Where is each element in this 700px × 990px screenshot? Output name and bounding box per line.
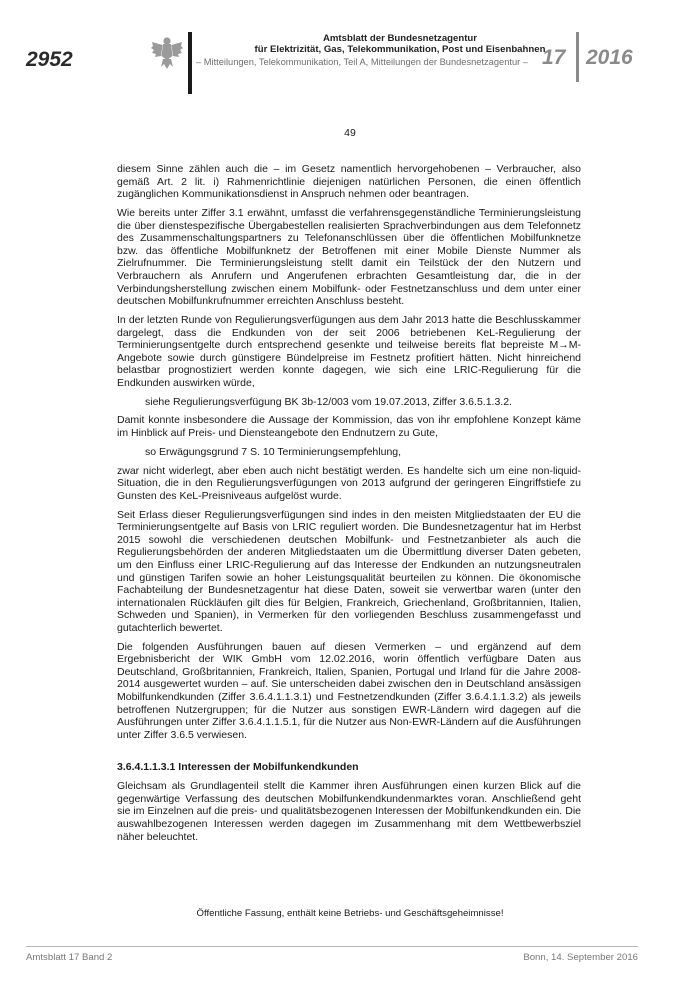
paragraph: Wie bereits unter Ziffer 3.1 erwähnt, umfasst die verfahrensgegenständliche Terminierungsleistung die über dienstespezifische Übergabestellen realisierten Sprachverbindungen aus dem Telefonnetz des Zusammenschaltungspartners zu Telefonanschlüssen über die öffentlichen Mobilfunknetze bzw. das öffentliche Mobilfunknetz der Betroffenen mit einer Mobile Dienste Nummer als Zielrufnummer. Die Terminierungsleistung stellt damit ein Teilstück der den Nutzern und Verbrauchern als Anrufern und Angerufenen erbrachten Gesamtleistung dar, die in der Verbindungsherstellung zwischen einem Mobilfunk- oder Festnetzanschluss und dem unter einer deutschen Mobilfunkrufnummer erreichten Anschluss besteht. bbox=[117, 206, 581, 308]
issue-divider bbox=[576, 32, 579, 82]
footer-date: Bonn, 14. September 2016 bbox=[523, 952, 638, 963]
section-heading: 3.6.4.1.1.3.1 Interessen der Mobilfunkendkunden bbox=[117, 761, 359, 774]
paragraph: Seit Erlass dieser Regulierungsverfügungen sind indes in den meisten Mitgliedstaaten der EU die Terminierungsentgelte auf Basis von LRIC reguliert worden. Die Bundesnetzagentur hat im Herbst 2015 sowohl die verschiedenen deutschen Mobilfunk- und Festnetzanbieter als auch die Regulierungsbehörden der anderen Mitgliedstaaten um die Übermittlung diverser Daten gebeten, um den Einfluss einer LRIC-Regulierung auf das Interesse der Endkunden an nutzungsneutralen und günstigen Tarifen sowie an hoher Leistungsqualität beurteilen zu können. Die ökonomische Fachabteilung der Bundesnetzagentur hat diese Daten, soweit sie verwertbar waren (unter den internationalen Rückläufen gilt dies für Belgien, Frankreich, Griechenland, Großbritannien, Italien, Schweden und Spanien), in Vermerken für den vorliegenden Beschluss zusammengefasst und gutachterlich bewertet. bbox=[117, 508, 581, 634]
header-subtitle: – Mitteilungen, Telekommunikation, Teil A, Mitteilungen der Bundesnetzagentur – bbox=[196, 57, 528, 67]
federal-eagle-icon bbox=[150, 34, 184, 72]
paragraph: In der letzten Runde von Regulierungsverfügungen aus dem Jahr 2013 hatte die Beschlusskammer dargelegt, dass die Endkunden von der seit 2006 betriebenen KeL-Regulierung der Terminierungsentgelte durch entsprechend gesenkte und teilweise bereits flat bepreiste M→M-Angebote sowie durch günstigere Bündelpreise im Festnetz profitiert hätten. Nicht hinreichend belastbar prognostiziert werden konnte dagegen, wie sich eine LRIC-Regulierung für die Endkunden auswirken würde, bbox=[117, 313, 581, 389]
paragraph: Damit konnte insbesondere die Aussage der Kommission, das von ihr empfohlene Konzept käme im Hinblick auf Preis- und Diensteangebote den Endnutzern zu Gute, bbox=[117, 414, 581, 440]
paragraph: Gleichsam als Grundlagenteil stellt die Kammer ihren Ausführungen einen kurzen Blick auf die gegenwärtige Verfassung des deutschen Mobilfunkendkundenmarktes voran. Anschließend geht sie im Einzelnen auf die preis- und qualitätsbezogenen Interessen der Mobilfunkendkunden ein. Die auswahlbezogenen Interessen werden dagegen im Zusammenhang mit dem Wettbewerbsziel näher beleuchtet. bbox=[117, 780, 581, 843]
header-title-subline: für Elektrizität, Gas, Telekommunikation, Post und Eisenbahnen bbox=[254, 44, 546, 55]
issue-number: 17 bbox=[542, 46, 566, 69]
header-divider bbox=[188, 32, 192, 94]
document-body bbox=[117, 163, 581, 849]
paragraph: diesem Sinne zählen auch die – im Gesetz namentlich hervorgehobenen – Verbraucher, also gemäß Art. 2 lit. i) Rahmenrichtlinie diejenigen natürlichen Personen, die einen öffentlich zugänglichen Kommunikationsdienst in Anspruch nehmen oder beantragen. bbox=[117, 163, 581, 201]
footer-volume: Amtsblatt 17 Band 2 bbox=[26, 952, 113, 963]
citation: siehe Regulierungsverfügung BK 3b-12/003 vom 19.07.2013, Ziffer 3.6.5.1.3.2. bbox=[145, 395, 512, 408]
issue-year: 2016 bbox=[586, 46, 633, 69]
header-title: Amtsblatt der Bundesnetzagentur bbox=[322, 33, 478, 44]
confidentiality-note: Öffentliche Fassung, enthält keine Betriebs- und Geschäftsgeheimnisse! bbox=[196, 908, 504, 919]
citation: so Erwägungsgrund 7 S. 10 Terminierungsempfehlung, bbox=[145, 445, 402, 458]
inner-page-number: 49 bbox=[344, 127, 356, 139]
page-number: 2952 bbox=[26, 48, 73, 71]
paragraph: Die folgenden Ausführungen bauen auf diesen Vermerken – und ergänzend auf dem Ergebnisbericht der WIK GmbH vom 12.02.2016, worin öffentlich verfügbare Daten aus Deutschland, Großbritannien, Frankreich, Italien, Spanien, Portugal und Irland für die Jahre 2008-2014 ausgewertet wurden – auf. Sie unterscheiden dabei zwischen den in Deutschland ansässigen Mobilfunkendkunden (Ziffer 3.6.4.1.1.3.1) und Festnetzendkunden (Ziffer 3.6.4.1.1.3.2) als jeweils betroffenen Nutzergruppen; für die Nutzer aus sonstigen EWR-Ländern wird dagegen auf die Ausführungen unter Ziffer 3.6.4.1.1.5.1, für die Nutzer aus Non-EWR-Ländern auf die Ausführungen unter Ziffer 3.6.5 verwiesen. bbox=[117, 640, 581, 741]
paragraph: zwar nicht widerlegt, aber eben auch nicht bestätigt werden. Es handelte sich um eine non-liquid-Situation, die in den Regulierungsverfügungen von 2013 aufgrund der geringeren Eingriffstiefe zu Gunsten des KeL-Preisniveaus aufgelöst wurde. bbox=[117, 464, 581, 502]
footer-divider bbox=[26, 946, 638, 947]
